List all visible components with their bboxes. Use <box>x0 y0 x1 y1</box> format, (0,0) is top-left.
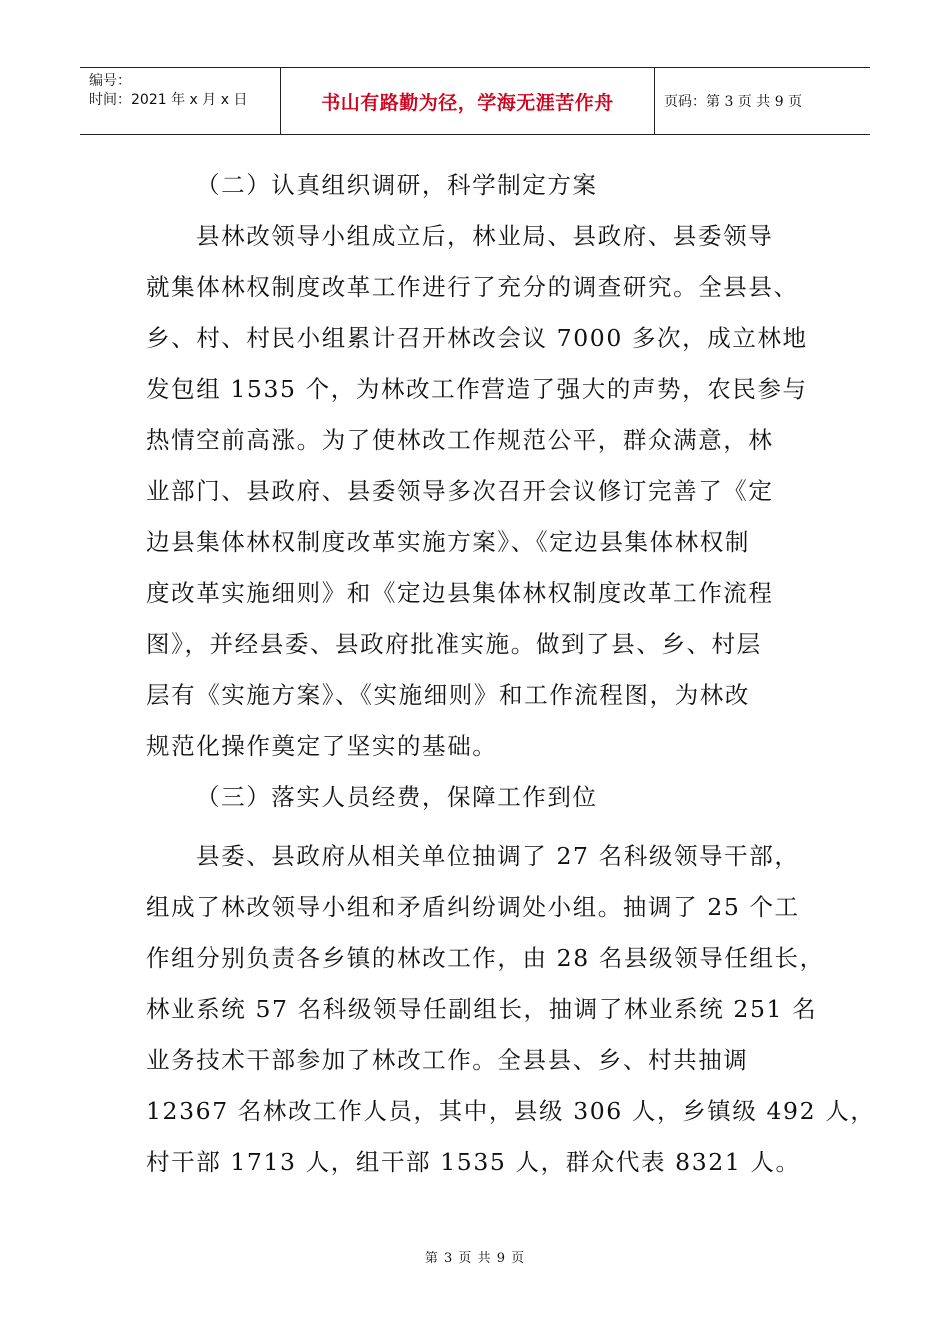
paragraph-line: 12367 名林改工作人员，其中，县级 306 人，乡镇级 492 人， <box>146 1097 876 1125</box>
paragraph-line: 规范化操作奠定了坚实的基础。 <box>146 732 498 760</box>
page-header <box>80 67 870 135</box>
paragraph-line: 度改革实施细则》和《定边县集体林权制度改革工作流程 <box>146 579 774 607</box>
paragraph-line: 作组分别负责各乡镇的林改工作，由 28 名县级领导任组长， <box>146 944 825 972</box>
paragraph-line: 村干部 1713 人，组干部 1535 人，群众代表 8321 人。 <box>146 1148 801 1176</box>
paragraph-line: 组成了林改领导小组和矛盾纠纷调处小组。抽调了 25 个工 <box>146 893 800 921</box>
document-number-label: 编号： <box>89 73 131 89</box>
paragraph-line: 县委、县政府从相关单位抽调了 27 名科级领导干部， <box>196 842 800 870</box>
paragraph-line: 发包组 1535 个，为林改工作营造了强大的声势，农民参与 <box>146 375 808 403</box>
header-page-info: 页码：第 3 页 共 9 页 <box>664 94 803 110</box>
section-heading-2: （二）认真组织调研，科学制定方案 <box>196 171 598 199</box>
paragraph-line: 图》，并经县委、县政府批准实施。做到了县、乡、村层 <box>146 630 762 658</box>
header-motto-cell <box>281 68 655 134</box>
section-heading-3: （三）落实人员经费，保障工作到位 <box>196 783 598 811</box>
paragraph-line: 业部门、县政府、县委领导多次召开会议修订完善了《定 <box>146 477 774 505</box>
document-body <box>146 160 876 1188</box>
header-motto: 书山有路勤为径，学海无涯苦作舟 <box>321 91 614 114</box>
paragraph-line: 热情空前高涨。为了使林改工作规范公平，群众满意，林 <box>146 426 774 454</box>
document-time-label: 时间：2021 年 x 月 x 日 <box>89 92 248 108</box>
paragraph-line: 层有《实施方案》、《实施细则》和工作流程图，为林改 <box>146 681 750 709</box>
paragraph-line: 业务技术干部参加了林改工作。全县县、乡、村共抽调 <box>146 1046 749 1074</box>
page-footer: 第 3 页 共 9 页 <box>424 1251 526 1266</box>
paragraph-line: 县林改领导小组成立后，林业局、县政府、县委领导 <box>196 222 774 250</box>
paragraph-line: 就集体林权制度改革工作进行了充分的调查研究。全县县、 <box>146 273 799 301</box>
paragraph-line: 边县集体林权制度改革实施方案》、《定边县集体林权制 <box>146 528 750 556</box>
header-meta <box>80 68 281 134</box>
paragraph-line: 乡、村、村民小组累计召开林改会议 7000 多次，成立林地 <box>146 324 808 352</box>
paragraph-line: 林业系统 57 名科级领导任副组长，抽调了林业系统 251 名 <box>146 995 818 1023</box>
